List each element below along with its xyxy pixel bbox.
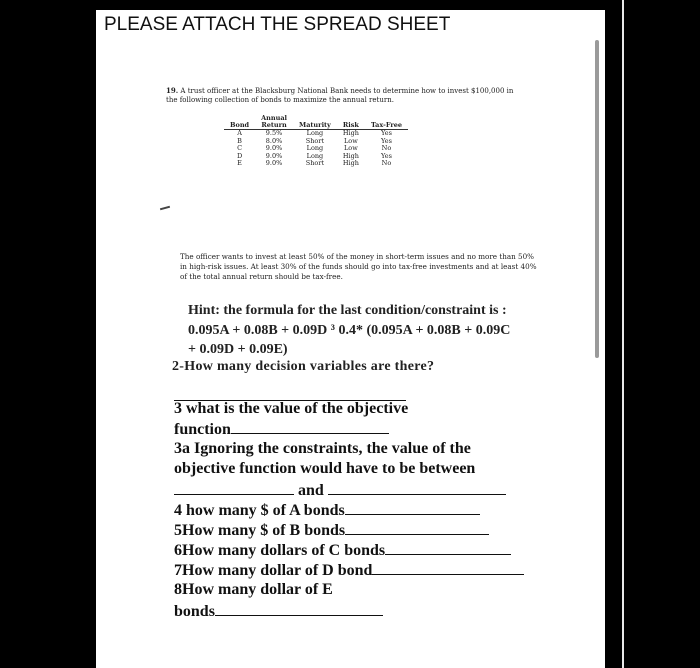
question-8-label: bonds [174, 603, 215, 620]
hint-line-2: 0.095A + 0.08B + 0.09D ³ 0.4* (0.095A + 0.08B + 0.09C [188, 322, 511, 338]
cell-bond: A [237, 129, 242, 137]
cell-maturity: Short [305, 136, 325, 145]
hint-line-1: Hint: the formula for the last condition/constraint is : [188, 303, 507, 318]
question-3a-line-1: 3a Ignoring the constraints, the value of the [174, 440, 471, 457]
stray-mark [160, 206, 170, 211]
cell-return: 9.0% [265, 151, 283, 160]
answer-blank-3a-low[interactable] [174, 481, 294, 495]
cell-maturity: Long [306, 151, 324, 160]
cell-tax: Yes [381, 136, 392, 145]
problem-number: 19. [166, 86, 179, 95]
question-2-text: 2-How many decision variables are there? [172, 359, 435, 374]
col-maturity: Maturity [293, 115, 337, 130]
cell-maturity: Long [306, 129, 324, 137]
answer-blank-7[interactable] [372, 561, 524, 575]
question-3-line-1: 3 what is the value of the objective [174, 400, 409, 417]
cell-maturity: Short [305, 159, 325, 167]
cell-return: 9.0% [265, 159, 283, 167]
problem-text: A trust officer at the Blacksburg National Bank needs to determine how to invest $100,000 in the following collection of bonds to maximize the annual return. [166, 87, 514, 104]
hint-block [188, 301, 568, 360]
question-3a-line-3 [174, 481, 506, 500]
scrollbar[interactable] [595, 40, 599, 358]
cell-return: 9.0% [265, 144, 283, 152]
cell-risk: Low [343, 136, 358, 145]
col-return-top: Annual [261, 114, 288, 122]
cell-tax: No [381, 144, 392, 152]
answer-blank-3a-high[interactable] [328, 481, 506, 495]
cell-risk: High [342, 159, 359, 167]
answer-blank-8[interactable] [215, 602, 383, 616]
answer-blank-3[interactable] [231, 420, 389, 434]
question-5 [174, 521, 489, 540]
officer-paragraph: The officer wants to invest at least 50% of the money in short-term issues and no more than 50% in high-risk issues. At least 30% of the funds should go into tax-free investments and at least 40% of the total annual return should be tax-free. [180, 252, 537, 281]
answer-blank-6[interactable] [385, 541, 511, 555]
left-black-border [0, 0, 96, 668]
cell-bond: C [237, 144, 243, 152]
cell-bond: B [237, 136, 242, 145]
col-bond: Bond [224, 115, 255, 130]
question-3-label: function [174, 421, 231, 438]
question-7 [174, 561, 524, 580]
page-title: PLEASE ATTACH THE SPREAD SHEET [104, 14, 451, 35]
question-3a-line-2: objective function would have to be between [174, 460, 476, 477]
question-2-cut [172, 359, 435, 379]
cell-return: 8.0% [265, 136, 283, 145]
col-risk: Risk [337, 115, 365, 130]
cell-bond: E [237, 159, 242, 167]
border-edge-line [622, 0, 624, 668]
cell-maturity: Long [306, 144, 324, 152]
question-8-line-1: 8How many dollar of E [174, 581, 333, 598]
document-page [96, 10, 605, 668]
col-return-bottom: Return [261, 121, 287, 129]
cell-risk: Low [343, 144, 358, 152]
cell-risk: High [342, 129, 359, 137]
question-4 [174, 501, 480, 520]
cell-tax: Yes [381, 129, 392, 137]
answer-blank-4[interactable] [345, 501, 480, 515]
bond-table [224, 115, 408, 168]
cell-return: 9.5% [265, 129, 283, 137]
col-return [255, 115, 293, 130]
right-black-border [605, 0, 700, 668]
question-6 [174, 541, 511, 560]
cell-bond: D [236, 151, 243, 160]
cell-tax: No [381, 159, 392, 167]
problem-statement [166, 86, 516, 105]
question-4-label: 4 how many $ of A bonds [174, 502, 345, 519]
question-7-label: 7How many dollar of D bond [174, 562, 373, 579]
answer-blank-5[interactable] [345, 521, 489, 535]
cell-tax: Yes [381, 151, 392, 160]
cell-risk: High [342, 151, 359, 160]
question-3-line-2 [174, 420, 389, 439]
hint-line-3: + 0.09D + 0.09E) [188, 342, 288, 357]
question-5-label: 5How many $ of B bonds [174, 522, 346, 539]
col-tax: Tax-Free [365, 115, 408, 130]
question-8-line-2 [174, 602, 383, 621]
question-6-label: 6How many dollars of C bonds [174, 542, 386, 559]
top-black-border [96, 0, 605, 10]
and-label: and [298, 482, 324, 499]
table-row [224, 160, 408, 168]
